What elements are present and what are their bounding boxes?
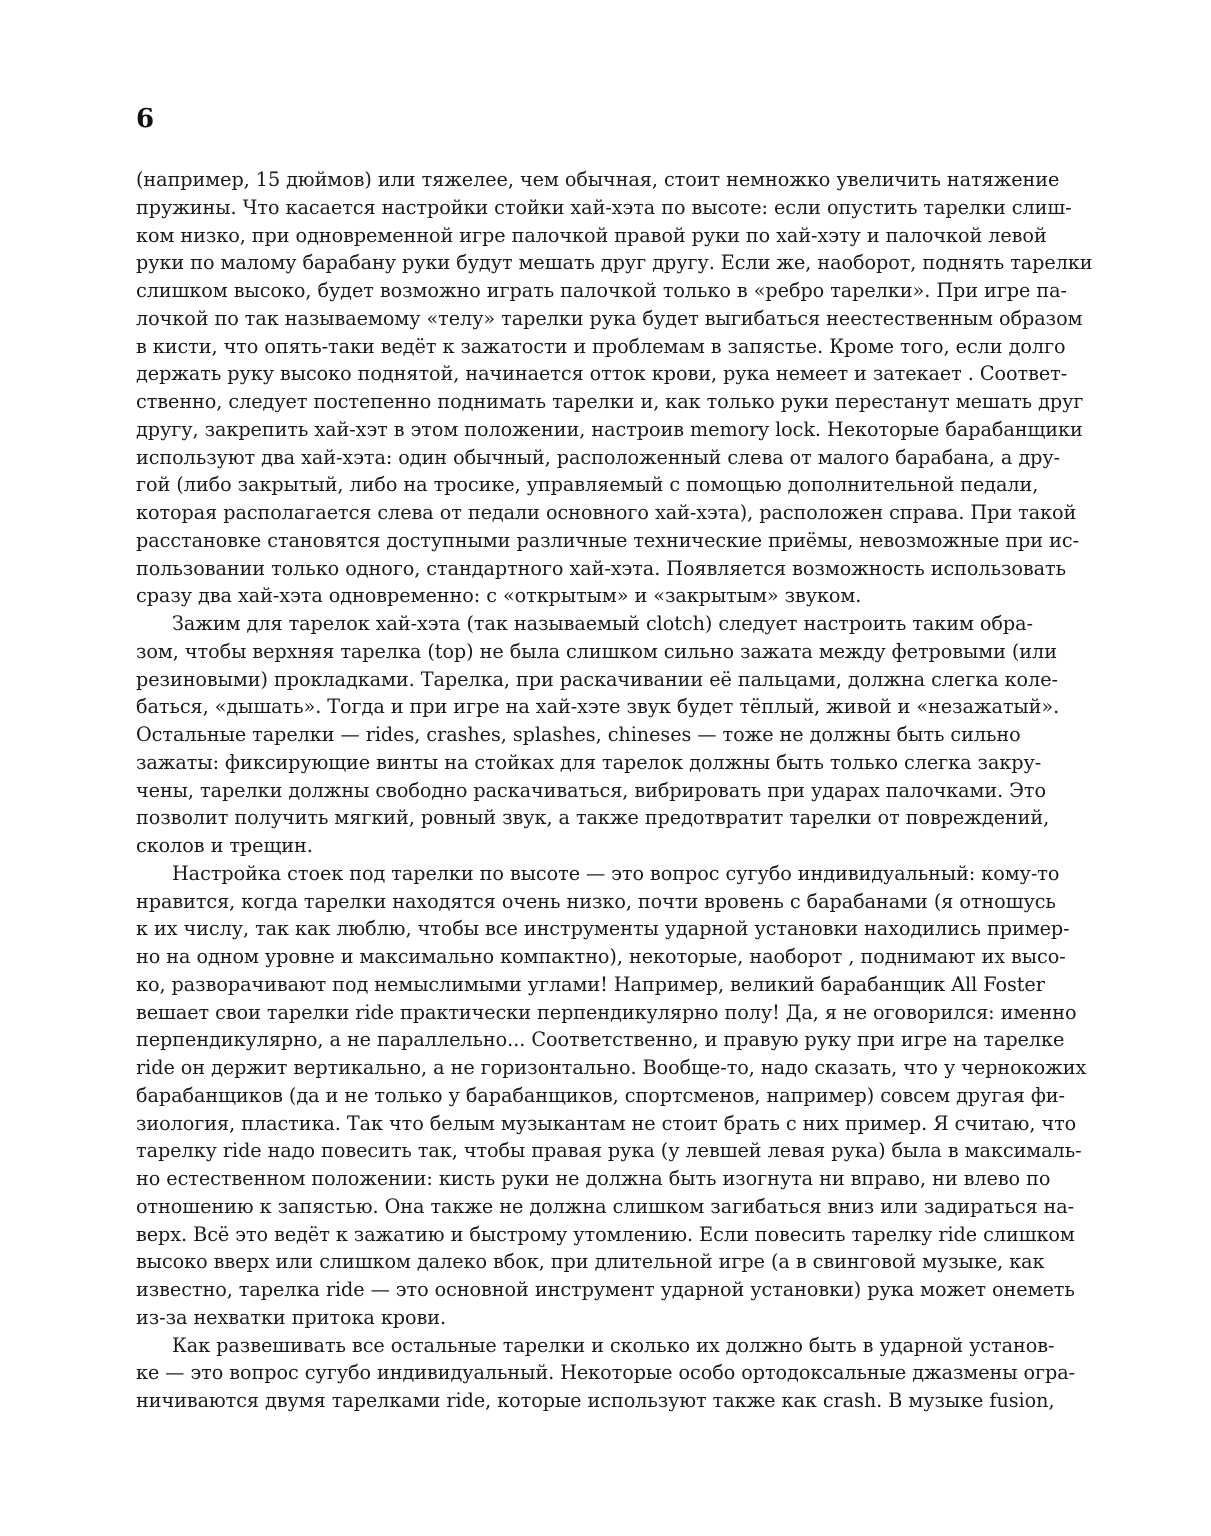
text-line: Остальные тарелки — rides, crashes, splashes, chineses — тоже не должны быть сильно bbox=[136, 723, 1021, 746]
text-line: гой (либо закрытый, либо на тросике, управляемый с помощью дополнительной педали, bbox=[136, 473, 1039, 497]
text-line: ничиваются двумя тарелками ride, которые используют также как crash. В музыке fusion, bbox=[136, 1389, 1055, 1412]
text-line: зиология, пластика. Так что белым музыкантам не стоит брать с них пример. Я считаю, что bbox=[136, 1111, 1077, 1135]
text-line: Настройка стоек под тарелки по высоте — это вопрос сугубо индивидуальный: кому-то bbox=[172, 861, 1060, 885]
text-line: слишком высоко, будет возможно играть палочкой только в «ребро тарелки». При игре па- bbox=[136, 279, 1067, 302]
text-line: пружины. Что касается настройки стойки хай-хэта по высоте: если опустить тарелки слиш- bbox=[136, 195, 1072, 219]
text-line: чены, тарелки должны свободно раскачиваться, вибрировать при ударах палочками. Это bbox=[136, 778, 1046, 802]
text-line: перпендикулярно, а не параллельно... Соответственно, и правую руку при игре на тарелке bbox=[136, 1028, 1065, 1052]
text-line: тарелку ride надо повесить так, чтобы правая рука (у левшей левая рука) была в максималь- bbox=[136, 1139, 1082, 1163]
text-line: Как развешивать все остальные тарелки и сколько их должно быть в ударной установ- bbox=[172, 1333, 1055, 1357]
text-line: резиновыми) прокладками. Тарелка, при раскачивании её пальцами, должна слегка коле- bbox=[136, 667, 1058, 691]
body-text bbox=[136, 166, 1106, 1415]
text-line: вешает свои тарелки ride практически перпендикулярно полу! Да, я не оговорился: именно bbox=[136, 1000, 1077, 1024]
text-line: известно, тарелка ride — это основной инструмент ударной установки) рука может онеметь bbox=[136, 1278, 1075, 1301]
text-line: другу, закрепить хай-хэт в этом положении, настроив memory lock. Некоторые барабанщики bbox=[136, 417, 1083, 441]
text-line: сразу два хай-хэта одновременно: с «открытым» и «закрытым» звуком. bbox=[136, 584, 862, 608]
text-line: барабанщиков (да и не только у барабанщиков, спортсменов, например) совсем другая фи- bbox=[136, 1083, 1065, 1107]
text-line: верх. Всё это ведёт к зажатию и быстрому утомлению. Если повесить тарелку ride слишком bbox=[136, 1222, 1075, 1246]
text-line: из-за нехватки притока крови. bbox=[136, 1305, 447, 1329]
text-line: лочкой по так называемому «телу» тарелки рука будет выгибаться неестественным образом bbox=[136, 306, 1083, 330]
text-line: высоко вверх или слишком далеко вбок, при длительной игре (а в свинговой музыке, как bbox=[136, 1250, 1045, 1274]
text-line: к их числу, так как люблю, чтобы все инструменты ударной установки находились пример- bbox=[136, 917, 1070, 941]
text-line: пользовании только одного, стандартного хай-хэта. Появляется возможность использовать bbox=[136, 556, 1066, 580]
text-line: держать руку высоко поднятой, начинается отток крови, рука немеет и затекает . Соответ- bbox=[136, 362, 1068, 386]
text-line: используют два хай-хэта: один обычный, расположенный слева от малого барабана, а дру- bbox=[136, 445, 1060, 469]
text-line: ке — это вопрос сугубо индивидуальный. Некоторые особо ортодоксальные джазмены огра- bbox=[136, 1361, 1076, 1385]
text-line: ride он держит вертикально, а не горизонтально. Вообще-то, надо сказать, что у чернокожих bbox=[136, 1056, 1087, 1079]
text-line: но на одном уровне и максимально компактно), некоторые, наоборот , поднимают их высо- bbox=[136, 945, 1066, 968]
text-line: зажаты: фиксирующие винты на стойках для тарелок должны быть только слегка закру- bbox=[136, 750, 1042, 774]
text-line: зом, чтобы верхняя тарелка (top) не была слишком сильно зажата между фетровыми (или bbox=[136, 639, 1057, 663]
text-line: сколов и трещин. bbox=[136, 834, 313, 857]
paragraph bbox=[136, 610, 1106, 860]
text-line: нравится, когда тарелки находятся очень низко, почти вровень с барабанами (я отношусь bbox=[136, 889, 1056, 913]
text-line: баться, «дышать». Тогда и при игре на хай-хэте звук будет тёплый, живой и «незажатый». bbox=[136, 695, 1060, 719]
text-line: расстановке становятся доступными различные технические приёмы, невозможные при ис- bbox=[136, 528, 1079, 552]
text-line: отношению к запястью. Она также не должна слишком загибаться вниз или задираться на- bbox=[136, 1194, 1075, 1218]
text-line: позволит получить мягкий, ровный звук, а также предотвратит тарелки от повреждений, bbox=[136, 806, 1050, 830]
text-line: в кисти, что опять-таки ведёт к зажатости и проблемам в запястье. Кроме того, если долго bbox=[136, 334, 1066, 358]
text-line: (например, 15 дюймов) или тяжелее, чем обычная, стоит немножко увеличить натяжение bbox=[136, 168, 1060, 191]
text-line: но естественном положении: кисть руки не должна быть изогнута ни вправо, ни влево по bbox=[136, 1167, 1051, 1190]
text-line: Зажим для тарелок хай-хэта (так называемый clotch) следует настроить таким обра- bbox=[172, 612, 1033, 635]
text-line: ко, разворачивают под немыслимыми углами! Например, великий барабанщик All Foster bbox=[136, 972, 1045, 996]
text-line: руки по малому барабану руки будут мешать друг другу. Если же, наоборот, поднять тарелки bbox=[136, 251, 1093, 275]
paragraph bbox=[136, 860, 1106, 1332]
page-number: 6 bbox=[136, 104, 155, 134]
text-line: ственно, следует постепенно поднимать тарелки и, как только руки перестанут мешать друг bbox=[136, 390, 1084, 413]
text-line: которая располагается слева от педали основного хай-хэта), расположен справа. При такой bbox=[136, 501, 1077, 524]
text-line: ком низко, при одновременной игре палочкой правой руки по хай-хэту и палочкой левой bbox=[136, 223, 1047, 247]
paragraph bbox=[136, 1332, 1106, 1415]
paragraph bbox=[136, 166, 1106, 610]
